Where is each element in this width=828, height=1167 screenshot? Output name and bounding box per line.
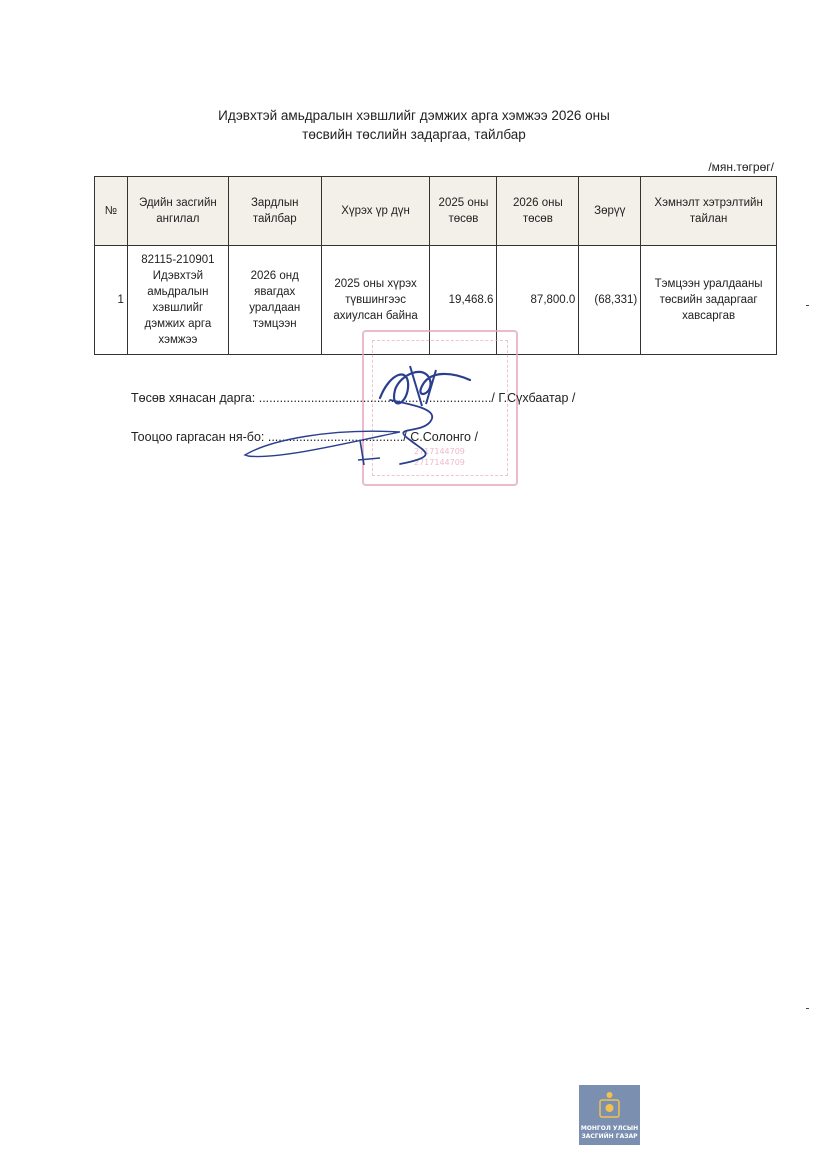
government-logo [579, 1085, 640, 1145]
handwritten-signature [240, 360, 540, 480]
cell-budget-2025: 19,468.6 [430, 246, 497, 355]
logo-text-1: МОНГОЛ УЛСЫН [580, 1125, 639, 1132]
header-no: № [95, 177, 128, 246]
signature-line-accountant: Тооцоо гаргасан ня-бо: ......................................./ С.Солонго / [131, 430, 478, 444]
title-line-2: төсвийн төслийн задаргаа, тайлбар [302, 127, 526, 142]
header-report: Хэмнэлт хэтрэлтийн тайлан [641, 177, 777, 246]
cell-budget-2026: 87,800.0 [497, 246, 579, 355]
cell-code: 82115-210901 [141, 254, 215, 266]
stamp-number-2: 2717144709 [414, 458, 465, 467]
cell-description: 2026 онд явагдах уралдаан тэмцээн [228, 246, 321, 355]
unit-label: /мян.төгрөг/ [708, 160, 774, 174]
header-budget-2025: 2025 оны төсөв [430, 177, 497, 246]
budget-table [94, 176, 777, 355]
scan-mark [806, 1008, 809, 1009]
header-description: Зардлын тайлбар [228, 177, 321, 246]
soyombo-icon [597, 1091, 622, 1119]
cell-classification-text: Идэвхтэй амьдралын хэвшлийг дэмжих арга хэмжээ [144, 270, 212, 346]
stamp-number-1: 2717144709 [414, 447, 465, 456]
table-header-row [95, 177, 777, 246]
logo-text-2: ЗАСГИЙН ГАЗАР [581, 1133, 638, 1140]
scan-mark [806, 305, 809, 306]
title-line-1: Идэвхтэй амьдралын хэвшлийг дэмжих арга хэмжээ 2026 оны [218, 108, 610, 123]
cell-classification [127, 246, 228, 355]
signature-line-budget-head: Төсөв хянасан дарга: .................................................................../ Г.Сүхбаатар / [131, 391, 576, 405]
cell-report: Тэмцээн уралдааны төсвийн задаргааг хавсаргав [641, 246, 777, 355]
header-result: Хүрэх үр дүн [321, 177, 430, 246]
header-classification: Эдийн засгийн ангилал [127, 177, 228, 246]
cell-result: 2025 оны хүрэх түвшингээс ахиулсан байна [321, 246, 430, 355]
document-title [0, 106, 828, 144]
header-difference: Зөрүү [579, 177, 641, 246]
cell-difference: (68,331) [579, 246, 641, 355]
cell-no: 1 [95, 246, 128, 355]
header-budget-2026: 2026 оны төсөв [497, 177, 579, 246]
